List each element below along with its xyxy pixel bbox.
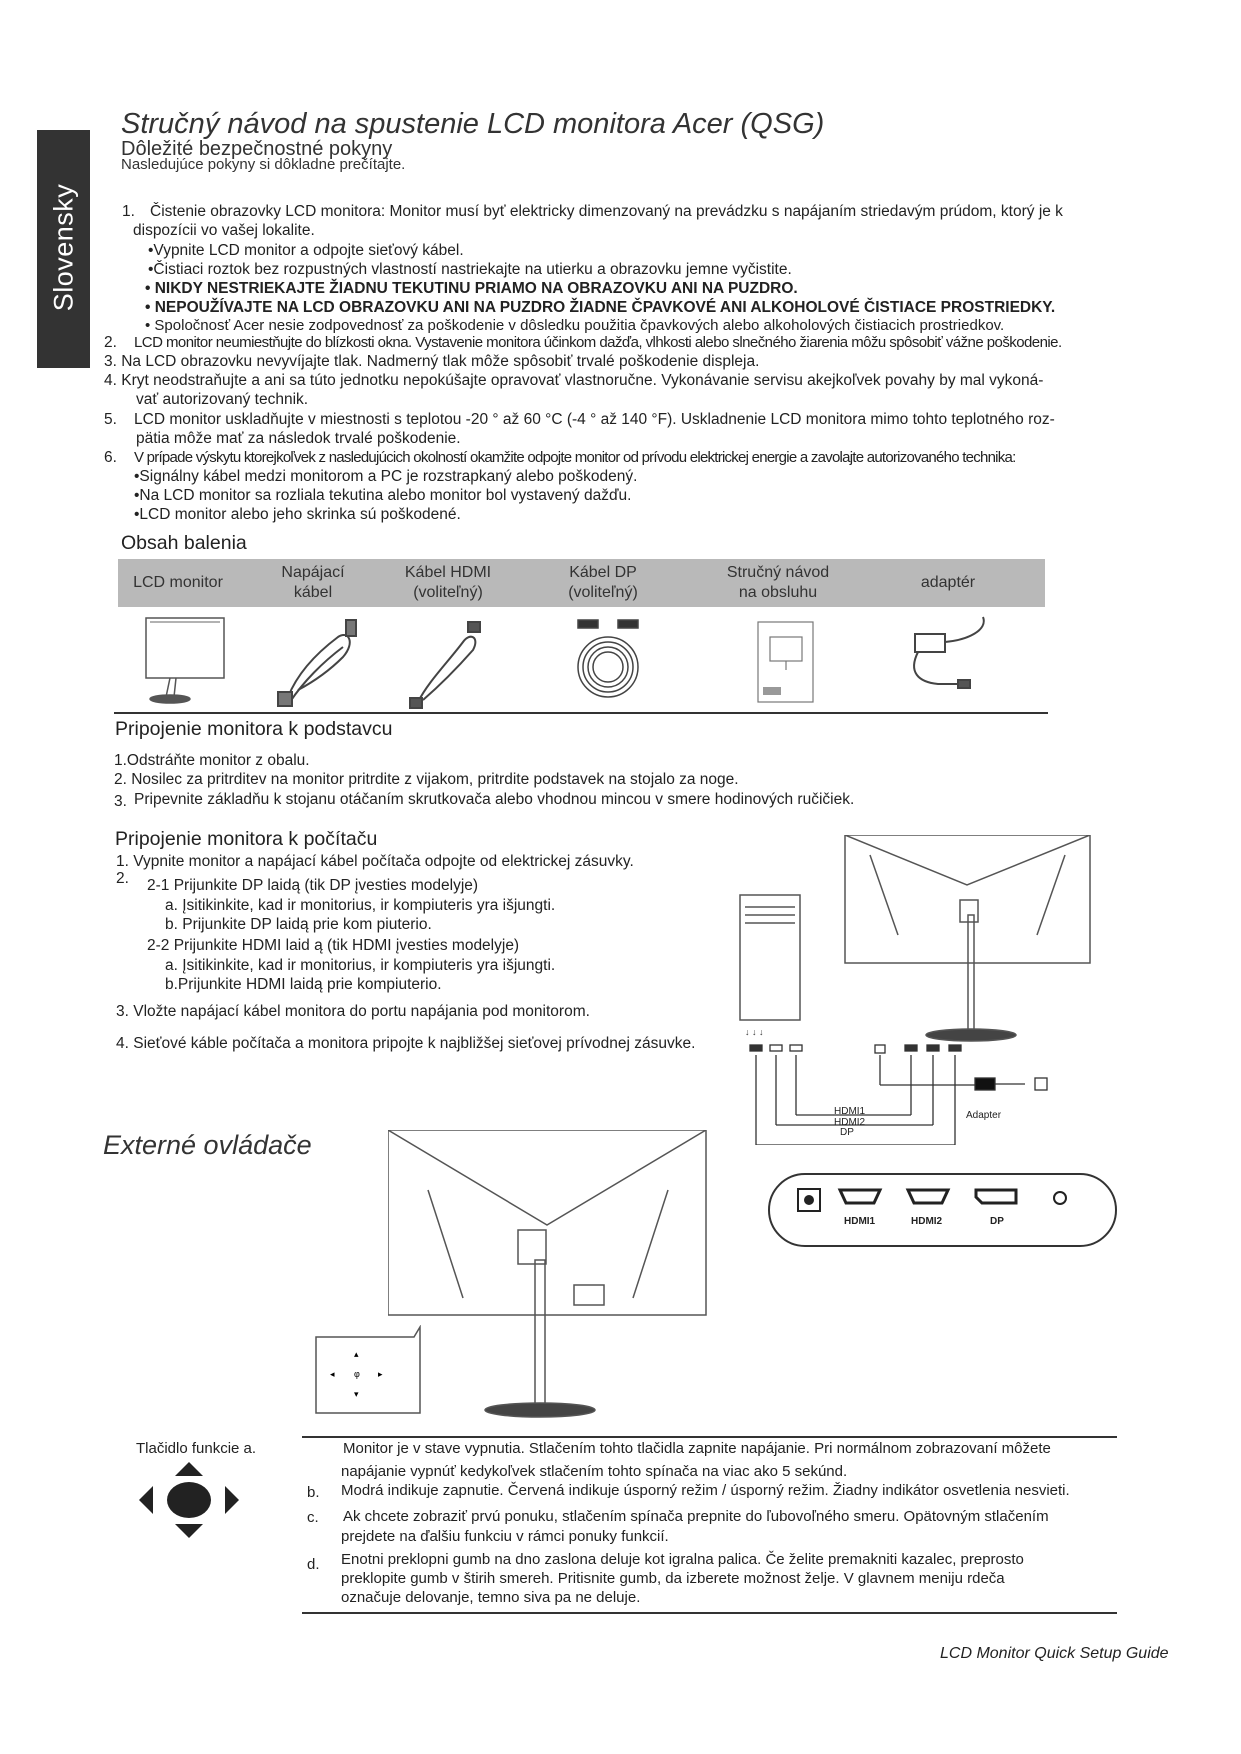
connection-diagram <box>735 835 1105 1145</box>
package-col-power-cable <box>258 559 368 607</box>
computer-step-2-2a: a. Įsitikinkite, kad ir monitorius, ir kompiuteris yra išjungti. <box>165 957 556 974</box>
guide-illustration <box>758 622 813 702</box>
control-a-line2: napájanie vypnúť kedykoľvek stlačením tohto spínača na viac ako 5 sekúnd. <box>341 1463 848 1480</box>
svg-text:◂: ◂ <box>330 1369 335 1379</box>
dp-port-icon <box>976 1190 1016 1203</box>
safety-item-6-num: 6. <box>104 449 117 466</box>
safety-bullet-1: •Vypnite LCD monitor a odpojte sieťový kábel. <box>148 242 464 259</box>
computer-step-2-num: 2. <box>116 870 129 887</box>
diagram-label-adapter: Adapter <box>966 1110 1002 1121</box>
controls-button-label: Tlačidlo funkcie a. <box>136 1440 257 1457</box>
svg-text:▴: ▴ <box>354 1349 359 1359</box>
safety-item-6-bullet-1: •Signálny kábel medzi monitorom a PC je rozstrapkaný alebo poškodený. <box>134 468 638 485</box>
svg-text:↓ ↓ ↓: ↓ ↓ ↓ <box>745 1027 764 1037</box>
control-d-label: d. <box>307 1556 320 1573</box>
package-col-dp-l1: Kábel DP <box>569 564 637 581</box>
diagram-label-dp: DP <box>840 1127 854 1138</box>
safety-item-3: 3. Na LCD obrazovku nevyvíjajte tlak. Nadmerný tlak môže spôsobiť trvalé poškodenie displeja. <box>104 353 760 370</box>
safety-item-5-num: 5. <box>104 411 117 428</box>
computer-step-1: 1. Vypnite monitor a napájací kábel počítača odpojte od elektrickej zásuvky. <box>116 853 634 870</box>
audio-port-icon <box>1054 1192 1066 1204</box>
package-col-adapter: adaptér <box>920 574 976 591</box>
control-c-label: c. <box>307 1509 319 1526</box>
svg-text:▸: ▸ <box>378 1369 383 1379</box>
pc-tower-illustration <box>740 895 800 1037</box>
safety-bullet-2: •Čistiaci roztok bez rozpustných vlastností nastriekajte na utierku a obrazovku jemne vyčistite. <box>148 261 792 278</box>
hdmi-cable-illustration <box>410 622 480 708</box>
control-b-line1: Modrá indikuje zapnutie. Červená indikuje úsporný režim / úsporný režim. Žiadny indikátor osvetlenia nesvieti. <box>341 1482 1070 1499</box>
package-col-power-cable-l1: Napájací <box>281 564 345 581</box>
computer-step-2-1a: a. Įsitikinkite, kad ir monitorius, ir kompiuteris yra išjungti. <box>165 897 556 914</box>
package-col-dp <box>548 559 658 607</box>
joystick-inset <box>314 1325 430 1415</box>
stand-step-1: 1.Odstráňte monitor z obalu. <box>114 752 310 769</box>
package-col-guide-l2: na obsluhu <box>738 584 818 601</box>
port-label-dp: DP <box>990 1216 1004 1227</box>
safety-item-6-bullet-3: •LCD monitor alebo jeho skrinka sú poškodené. <box>134 506 461 523</box>
package-header-bar <box>118 559 1045 607</box>
package-col-power-cable-l2: kábel <box>293 584 333 601</box>
monitor-back-large <box>388 1130 708 1420</box>
safety-item-1-line1: Čistenie obrazovky LCD monitora: Monitor musí byť elektricky dimenzovaný na prevádzku s napájaním striedavým prúdom, ktorý je k <box>150 203 1063 220</box>
control-d-line2: preklopite gumb v štirih smereh. Pritisnite gumb, da izberete možnost želje. V glavnem meniju rdeča <box>341 1570 1005 1587</box>
computer-step-2-1b: b. Prijunkite DP laidą prie kom piuterio. <box>165 916 432 933</box>
port-label-hdmi2: HDMI2 <box>911 1216 943 1227</box>
footer-text: LCD Monitor Quick Setup Guide <box>940 1645 1169 1662</box>
computer-step-2-2: 2-2 Prijunkite HDMI laid ą (tik HDMI įvesties modelyje) <box>147 937 520 954</box>
computer-heading: Pripojenie monitora k počítaču <box>115 828 378 850</box>
joystick-direction-icon <box>135 1460 245 1540</box>
computer-step-2-1: 2-1 Prijunkite DP laidą (tik DP įvesties modelyje) <box>147 877 479 894</box>
safety-bullet-5: • Spoločnosť Acer nesie zodpovednosť za poškodenie v dôsledku použitia čpavkových alebo alkoholových čistiacich prostriedkov. <box>145 317 1005 334</box>
computer-step-4: 4. Sieťové káble počítača a monitora pripojte k najbližšej sieťovej prívodnej zásuvke. <box>116 1035 696 1052</box>
hdmi1-port-icon <box>840 1190 880 1203</box>
hdmi2-port-icon <box>908 1190 948 1203</box>
stand-step-3-num: 3. <box>114 793 127 810</box>
safety-item-4-line2: vať autorizovaný technik. <box>136 391 309 408</box>
control-a-line1: Monitor je v stave vypnutia. Stlačením tohto tlačidla zapnite napájanie. Pri normálnom zobrazovaní môžete <box>343 1440 1051 1457</box>
intro-text: Nasledujúce pokyny si dôkladne prečítajte. <box>121 156 406 173</box>
safety-item-2-num: 2. <box>104 334 117 351</box>
control-c-line2: prejdete na ďalšiu funkciu v rámci ponuky funkcií. <box>341 1528 669 1545</box>
safety-item-1-line2: dispozícii vo vašej lokalite. <box>133 222 315 239</box>
safety-bullet-3: • NIKDY NESTRIEKAJTE ŽIADNU TEKUTINU PRIAMO NA OBRAZOVKU ANI NA PUZDRO. <box>145 280 798 297</box>
safety-item-6: V prípade výskytu ktorejkoľvek z nasledujúcich okolností okamžite odpojte monitor od prívodu elektrickej energie a zavolajte autorizovaného technika: <box>134 449 1016 466</box>
control-c-line1: Ak chcete zobraziť prvú ponuku, stlačením spínača prepnite do ľubovoľného smeru. Opätovným stlačením <box>343 1508 1049 1525</box>
adapter-illustration <box>914 617 984 688</box>
controls-bottom-line <box>302 1612 1117 1614</box>
diagram-label-hdmi1: HDMI1 <box>834 1106 866 1117</box>
port-label-hdmi1: HDMI1 <box>844 1216 876 1227</box>
cable-lines <box>750 1045 1047 1145</box>
control-b-label: b. <box>307 1484 320 1501</box>
safety-item-4-line1: 4. Kryt neodstraňujte a ani sa túto jednotku nepokúšajte opravovať vlastnoručne. Vykonávanie servisu akejkoľvek povahy by mal vykoná- <box>104 372 1044 389</box>
package-col-guide <box>708 559 848 607</box>
package-col-dp-l2: (voliteľný) <box>568 584 638 601</box>
control-d-line1: Enotni preklopni gumb na dno zaslona deluje kot igralna palica. Če želite premakniti kazalec, preprosto <box>341 1551 1024 1568</box>
monitor-back-illustration <box>845 835 1090 1041</box>
page-title: Stručný návod na spustenie LCD monitora Acer (QSG) <box>121 108 825 140</box>
port-icons <box>790 1185 1090 1235</box>
computer-step-2-2b: b.Prijunkite HDMI laidą prie kompiuterio. <box>165 976 442 993</box>
power-cable-illustration <box>278 620 356 706</box>
safety-item-1-num: 1. <box>122 203 135 220</box>
dp-cable-illustration <box>578 620 638 697</box>
package-divider <box>114 712 1048 714</box>
package-col-monitor: LCD monitor <box>133 574 223 591</box>
computer-step-3: 3. Vložte napájací kábel monitora do portu napájania pod monitorom. <box>116 1003 590 1020</box>
language-sidebar <box>37 130 90 368</box>
svg-text:▾: ▾ <box>354 1389 359 1399</box>
controls-top-line <box>302 1436 1117 1438</box>
safety-item-6-bullet-2: •Na LCD monitor sa rozliala tekutina alebo monitor bol vystavený dažďu. <box>134 487 632 504</box>
package-heading: Obsah balenia <box>121 532 247 554</box>
package-col-hdmi-l1: Kábel HDMI <box>404 564 492 581</box>
sidebar-language-label: Slovensky <box>48 183 79 312</box>
stand-step-2: 2. Nosilec za pritrditev na monitor pritrdite z vijakom, pritrdite podstavek na stojalo za noge. <box>114 771 739 788</box>
safety-item-5-line2: pätia môže mať za následok trvalé poškodenie. <box>136 430 461 447</box>
safety-item-2: LCD monitor neumiestňujte do blízkosti okna. Vystavenie monitora účinkom dažďa, vlhkosti alebo slnečného žiarenia môžu spôsobiť vážne poškodenie. <box>134 334 1062 351</box>
package-col-hdmi-l2: (voliteľný) <box>413 584 483 601</box>
safety-bullet-4: • NEPOUŽÍVAJTE NA LCD OBRAZOVKU ANI NA PUZDRO ŽIADNE ČPAVKOVÉ ANI ALKOHOLOVÉ ČISTIACE PROSTRIEDKY. <box>145 299 1056 316</box>
safety-subtitle: Dôležité bezpečnostné pokyny <box>121 138 393 160</box>
controls-heading: Externé ovládače <box>103 1130 312 1160</box>
safety-item-5-line1: LCD monitor uskladňujte v miestnosti s teplotou -20 ° až 60 °C (-4 ° až 140 °F). Uskladnenie LCD monitora mimo tohto teplotného roz- <box>134 411 1055 428</box>
diagram-label-hdmi2: HDMI2 <box>834 1117 866 1128</box>
stand-step-3: Pripevnite základňu k stojanu otáčaním skrutkovača alebo vhodnou mincou v smere hodinových ručičiek. <box>134 791 855 808</box>
monitor-illustration <box>146 618 224 703</box>
package-col-guide-l1: Stručný návod <box>726 564 830 581</box>
stand-heading: Pripojenie monitora k podstavcu <box>115 718 393 740</box>
package-illustrations <box>118 612 1048 712</box>
svg-text:φ: φ <box>354 1369 360 1379</box>
control-d-line3: označuje delovanje, temno siva pa ne deluje. <box>341 1589 641 1606</box>
package-col-hdmi <box>388 559 508 607</box>
